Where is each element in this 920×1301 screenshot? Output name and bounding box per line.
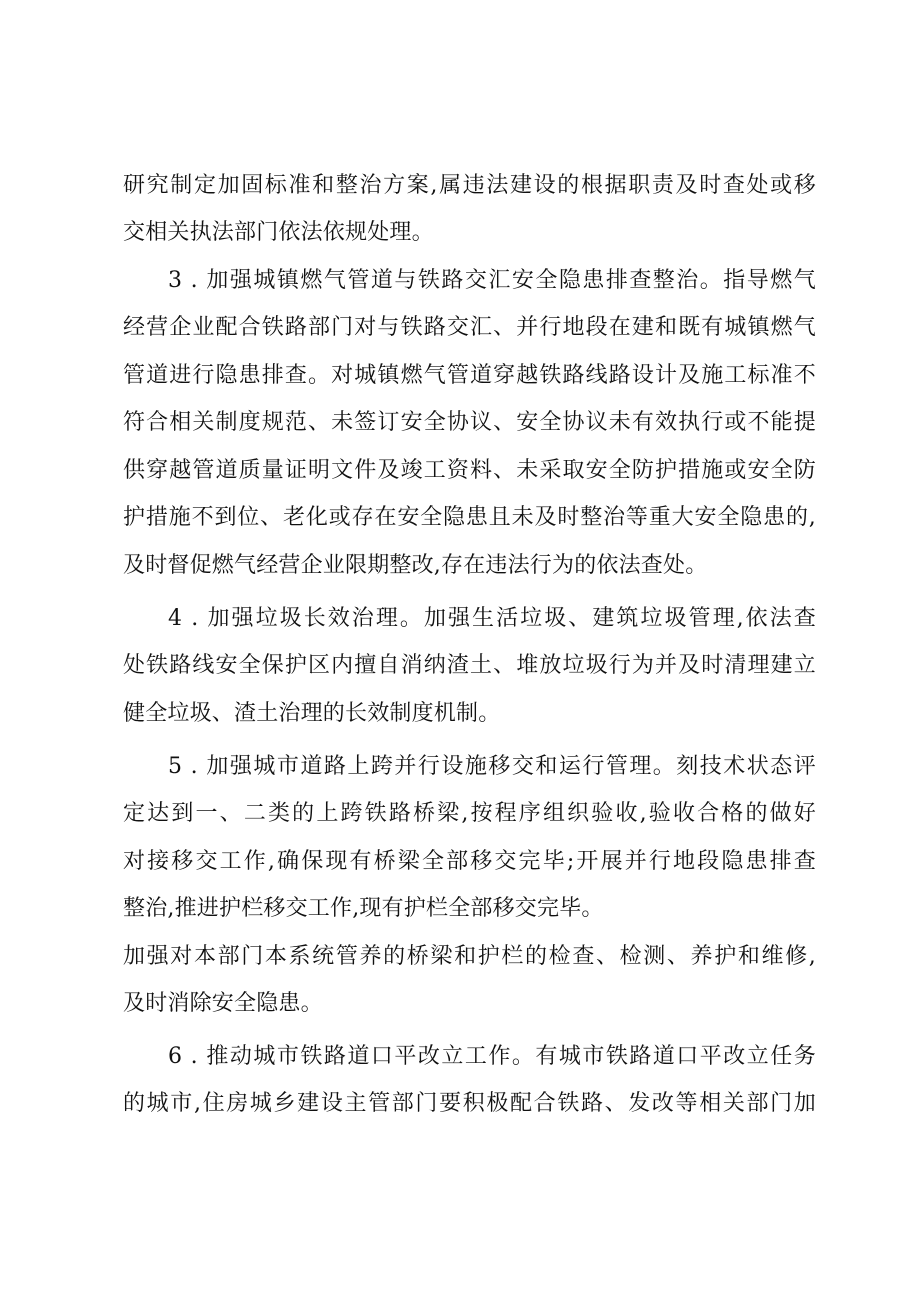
paragraph-line: 对接移交工作,确保现有桥梁全部移交完毕;开展并行地段隐患排查 xyxy=(123,849,816,874)
paragraph-line: 的城市,住房城乡建设主管部门要积极配合铁路、发改等相关部门加 xyxy=(123,1091,816,1116)
paragraph-line: 处铁路线安全保护区内擅自消纳渣土、堆放垃圾行为并及时清理建立 xyxy=(123,653,816,678)
paragraph-line: 及时督促燃气经营企业限期整改,存在违法行为的依法查处。 xyxy=(123,553,708,578)
paragraph-line: 及时消除安全隐患。 xyxy=(123,991,323,1016)
section-3-heading-line: 3 . 加强城镇燃气管道与铁路交汇安全隐患排查整治。指导燃气 xyxy=(168,268,816,293)
paragraph-line: 加强对本部门本系统管养的桥梁和护栏的检查、检测、养护和维修, xyxy=(123,944,816,969)
paragraph-line: 护措施不到位、老化或存在安全隐患且未及时整治等重大安全隐患的, xyxy=(123,505,816,530)
paragraph-line: 符合相关制度规范、未签订安全协议、安全协议未有效执行或不能提 xyxy=(123,410,816,435)
paragraph-line: 管道进行隐患排查。对城镇燃气管道穿越铁路线路设计及施工标准不 xyxy=(123,363,816,388)
paragraph-line: 定达到一、二类的上跨铁路桥梁,按程序组织验收,验收合格的做好 xyxy=(123,801,816,826)
paragraph-line: 交相关执法部门依法依规处理。 xyxy=(123,220,434,245)
paragraph-line: 经营企业配合铁路部门对与铁路交汇、并行地段在建和既有城镇燃气 xyxy=(123,315,816,340)
section-5-heading-line: 5 . 加强城市道路上跨并行设施移交和运行管理。刻技术状态评 xyxy=(168,754,816,779)
paragraph-line: 整治,推进护栏移交工作,现有护栏全部移交完毕。 xyxy=(123,896,604,921)
paragraph-line: 研究制定加固标准和整治方案,属违法建设的根据职责及时查处或移 xyxy=(123,173,816,198)
paragraph-line: 供穿越管道质量证明文件及竣工资料、未采取安全防护措施或安全防 xyxy=(123,458,816,483)
paragraph-line: 健全垃圾、渣土治理的长效制度机制。 xyxy=(123,701,501,726)
section-4-heading-line: 4 . 加强垃圾长效治理。加强生活垃圾、建筑垃圾管理,依法查 xyxy=(168,606,816,631)
section-6-heading-line: 6 . 推动城市铁路道口平改立工作。有城市铁路道口平改立任务 xyxy=(168,1044,816,1069)
